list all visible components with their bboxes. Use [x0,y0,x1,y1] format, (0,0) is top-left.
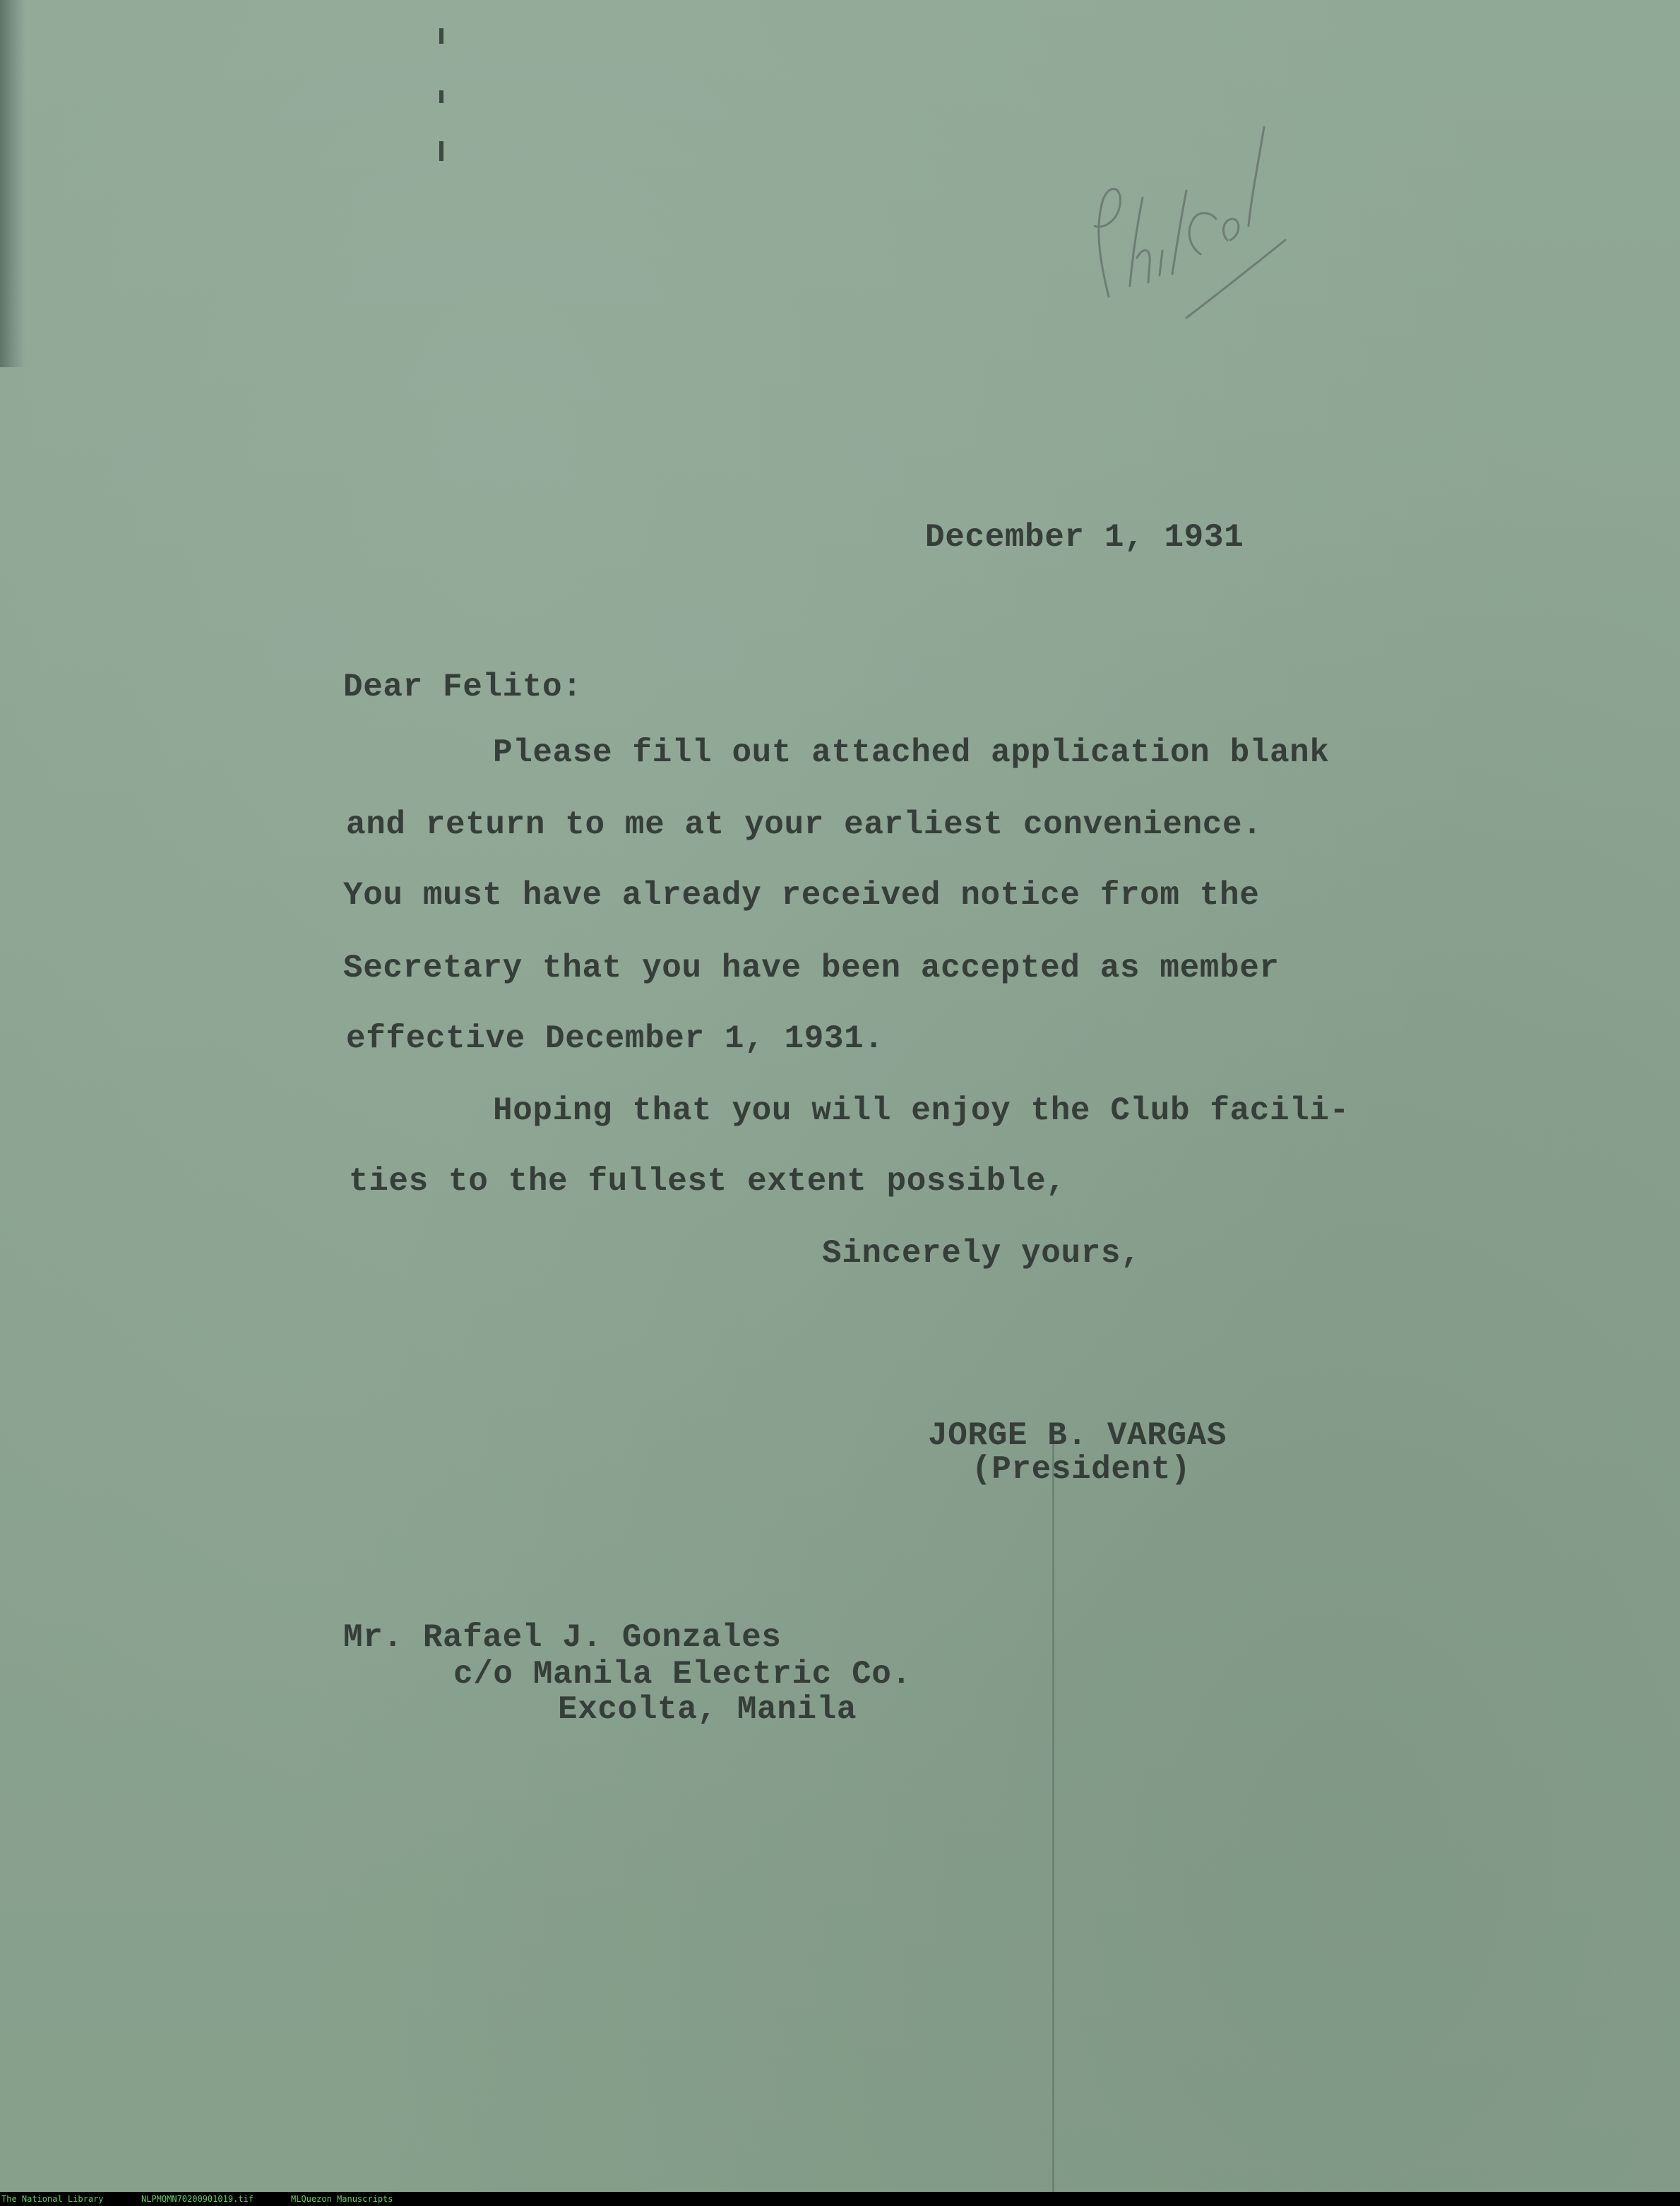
footer-file: NLPMQMN70200901019.tif [141,2194,254,2204]
recipient-line: Mr. Rafael J. Gonzales [343,1619,782,1656]
signatory-name: JORGE B. VARGAS [928,1417,1227,1454]
paper-left-edge [0,0,25,367]
footer-library: The National Library [1,2194,104,2204]
handwritten-pencil-note [1059,106,1313,339]
body-line: Secretary that you have been accepted as member [343,950,1280,986]
body-line: Please fill out attached application blank [493,734,1330,771]
closing: Sincerely yours, [822,1235,1141,1272]
body-line: effective December 1, 1931. [346,1020,884,1057]
recipient-line: c/o Manila Electric Co. [453,1656,912,1693]
paper-crease [1052,1441,1054,2192]
recipient-line: Excolta, Manila [558,1691,857,1728]
letter-date: December 1, 1931 [925,519,1244,556]
body-line: You must have already received notice from the [343,877,1260,914]
body-line: ties to the fullest extent possible, [349,1163,1066,1200]
scan-footer [0,2192,1680,2206]
footer-collection: MLQuezon Manuscripts [291,2194,393,2204]
punch-mark [439,141,443,161]
punch-mark [439,90,443,103]
body-line: Hoping that you will enjoy the Club facili- [493,1092,1350,1129]
punch-mark [439,28,443,44]
body-line: and return to me at your earliest convenience. [346,806,1263,843]
signatory-title: (President) [972,1451,1191,1488]
salutation: Dear Felito: [343,669,583,705]
